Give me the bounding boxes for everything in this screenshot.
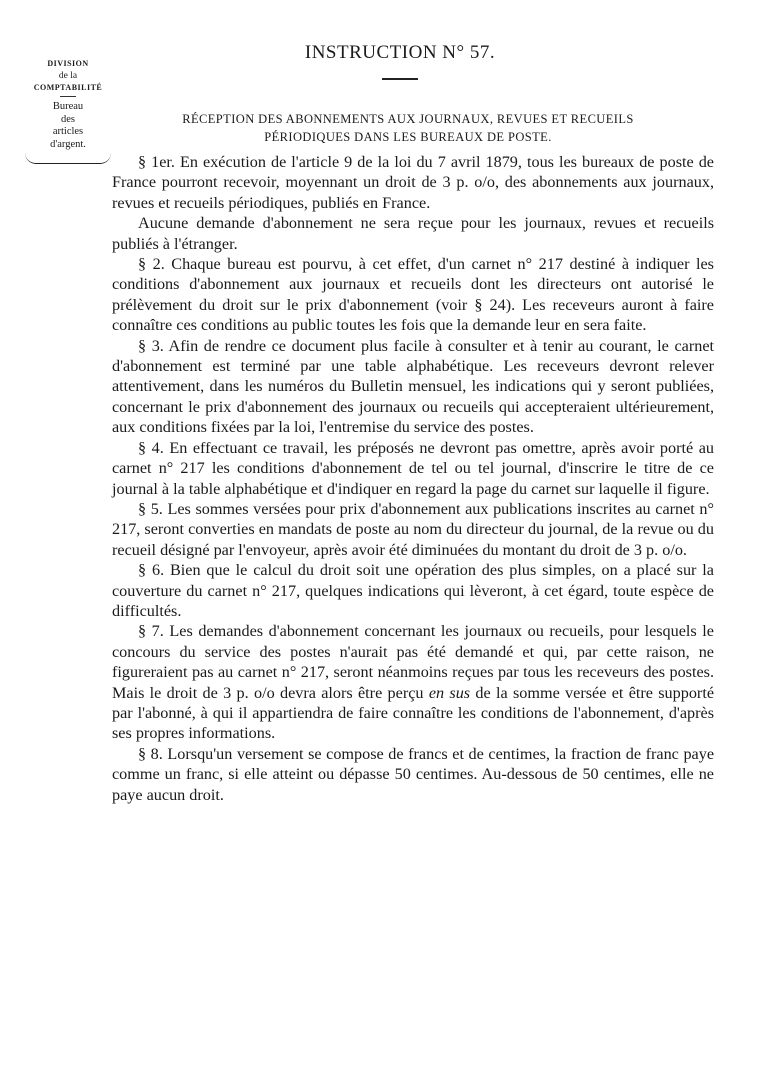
margin-rule (60, 96, 76, 97)
paragraph-7-part-b: de la somme versée et être supporté par l'abonné, à qui il appartiendra de faire connaître les conditions de l'abonnement, d'après ses propres informations. (112, 683, 715, 743)
subtitle (128, 110, 688, 146)
paragraph-7 (112, 621, 714, 743)
subtitle-line-2: PÉRIODIQUES DANS LES BUREAUX DE POSTE. (264, 130, 552, 144)
margin-de-la: de la (58, 71, 78, 81)
instruction-body (112, 152, 714, 805)
paragraph-7-part-a: § 7. Les demandes d'abonnement concernant les journaux ou recueils, pour lesquels le concours du service des postes n'aurait pas été demandé et qui, par cette raison, ne figureraient pas au carnet n° 217, seront néanmoins reçues par tous les receveurs des postes. Mais le droit de 3 p. o/o devra alors être perçu (112, 622, 714, 702)
paragraph-1b: Aucune demande d'abonnement ne sera reçue pour les journaux, revues et recueils publiés à l'étranger. (112, 214, 714, 253)
paragraph-3: § 3. Afin de rendre ce document plus facile à consulter et à tenir au courant, le carnet d'abonnement est terminé par une table alphabétique. Les receveurs devront relever attentivement, dans les numéros du Bulletin mensuel, les indications qui y seront publiées, concernant le prix d'abonnement des journaux ou recueils qui accepteraient ultérieurement, aux conditions fixées par la loi, l'entremise du service des postes. (112, 336, 714, 437)
margin-des: des (61, 113, 75, 125)
margin-brace (25, 153, 111, 164)
margin-comptabilite: COMPTABILITÉ (33, 83, 103, 92)
page-title: INSTRUCTION N° 57. (304, 42, 496, 63)
paragraph-4: § 4. En effectuant ce travail, les préposés ne devront pas omettre, après avoir porté au carnet n° 217 les conditions d'abonnement de tel ou tel journal, d'inscrire le titre de ce journal à la table alphabétique et d'indiquer en regard la page du carnet sur laquelle il figure. (112, 438, 714, 498)
paragraph-2: § 2. Chaque bureau est pourvu, à cet effet, d'un carnet n° 217 destiné à indiquer les conditions d'abonnement aux journaux et recueils dont les directeurs ont autorisé le prélèvement du droit sur le prix d'abonnement (voir § 24). Les receveurs auront à faire connaître ces conditions au public toutes les fois que la demande leur en sera faite. (112, 255, 714, 335)
title-rule (382, 78, 418, 80)
paragraph-6: § 6. Bien que le calcul du droit soit une opération des plus simples, on a placé sur la couverture du carnet n° 217, quelques indications qui lèveront, à cet égard, toute espèce de difficultés. (112, 561, 714, 620)
paragraph-5: § 5. Les sommes versées pour prix d'abonnement aux publications inscrites au carnet n° 217, seront converties en mandats de poste au nom du directeur du journal, de la revue ou du recueil désigné par l'envoyeur, après avoir été diminuées du montant du droit de 3 p. o/o. (112, 499, 714, 559)
subtitle-line-1: RÉCEPTION DES ABONNEMENTS AUX JOURNAUX, REVUES ET RECUEILS (182, 112, 634, 126)
paragraph-1: § 1er. En exécution de l'article 9 de la loi du 7 avril 1879, tous les bureaux de poste de France pourront recevoir, moyennant un droit de 3 p. o/o, des abonnements aux journaux, revues et recueils périodiques, publiés en France. (112, 153, 714, 212)
paragraph-8: § 8. Lorsqu'un versement se compose de francs et de centimes, la fraction de franc paye comme un franc, si elle atteint ou dépasse 50 centimes. Au-dessous de 50 centimes, elle ne paye aucun droit. (112, 744, 714, 804)
margin-bureau: Bureau (52, 101, 84, 112)
margin-articles: articles (52, 126, 84, 137)
margin-argent: d'argent. (50, 138, 86, 150)
margin-division: DIVISION (47, 59, 89, 68)
paragraph-7-emphasis: en sus (428, 683, 471, 702)
margin-note (22, 58, 114, 164)
